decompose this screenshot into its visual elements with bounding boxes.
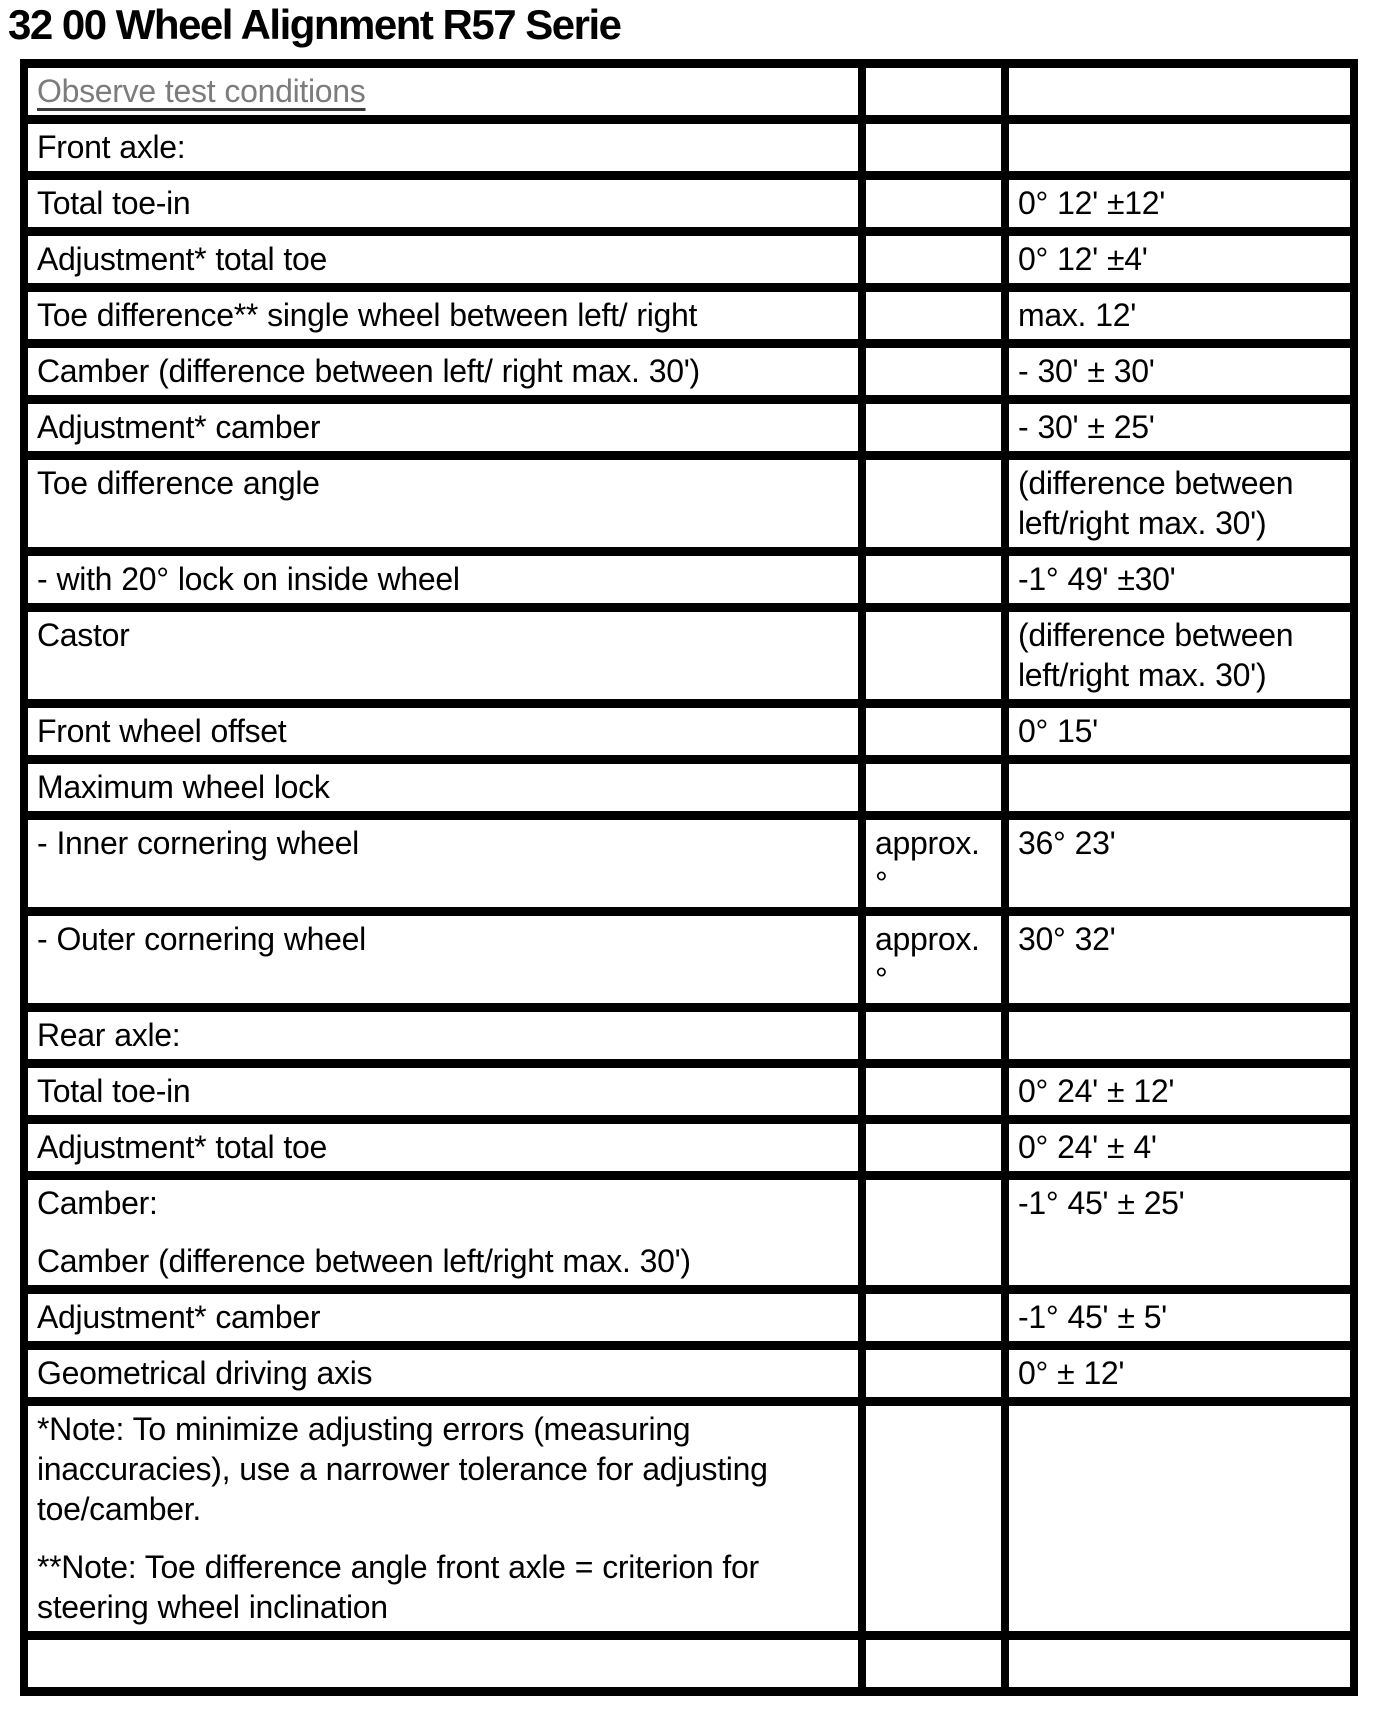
label-line: Adjustment* camber	[37, 1299, 321, 1335]
label-line: Front axle:	[37, 129, 186, 165]
value-line: - 30' ± 25'	[1018, 409, 1155, 445]
mid-line: °	[875, 865, 888, 901]
observe-test-conditions-link[interactable]: Observe test conditions	[37, 73, 366, 109]
row-mid-cell	[862, 400, 1005, 456]
table-row	[24, 760, 1354, 816]
table-row	[24, 456, 1354, 552]
value-line: -1° 45' ± 25'	[1018, 1185, 1185, 1221]
table-row	[24, 912, 1354, 1008]
row-value-cell	[1005, 760, 1354, 816]
table-row	[24, 816, 1354, 912]
row-value-cell	[1005, 1064, 1354, 1120]
row-value-cell	[1005, 456, 1354, 552]
label-line: Camber (difference between left/right max. 30')	[37, 1243, 691, 1279]
row-label-cell	[24, 1402, 862, 1636]
row-value-cell	[1005, 816, 1354, 912]
value-line: -1° 45' ± 5'	[1018, 1299, 1167, 1335]
label-line	[37, 71, 852, 111]
value-line: 36° 23'	[1018, 825, 1116, 861]
label-line: Toe difference** single wheel between left/ right	[37, 297, 698, 333]
page-title: 32 00 Wheel Alignment R57 Serie	[8, 1, 621, 48]
row-mid-cell	[862, 1008, 1005, 1064]
value-line: 0° 24' ± 4'	[1018, 1129, 1157, 1165]
table-row	[24, 704, 1354, 760]
label-line: Adjustment* camber	[37, 409, 321, 445]
table-row	[24, 344, 1354, 400]
row-label-cell	[24, 816, 862, 912]
row-label-cell	[24, 288, 862, 344]
table-row	[24, 400, 1354, 456]
row-value-cell	[1005, 1402, 1354, 1636]
row-label-cell	[24, 176, 862, 232]
row-label-cell	[24, 1636, 862, 1692]
row-value-cell	[1005, 608, 1354, 704]
row-mid-cell	[862, 344, 1005, 400]
value-line: 0° 24' ± 12'	[1018, 1073, 1175, 1109]
row-mid-cell	[862, 1402, 1005, 1636]
label-line: - Outer cornering wheel	[37, 921, 366, 957]
table-row	[24, 608, 1354, 704]
table-row	[24, 1290, 1354, 1346]
row-label-cell	[24, 1064, 862, 1120]
row-value-cell	[1005, 552, 1354, 608]
label-line: - with 20° lock on inside wheel	[37, 561, 460, 597]
table-row	[24, 176, 1354, 232]
row-mid-cell	[862, 1120, 1005, 1176]
row-mid-cell	[862, 176, 1005, 232]
table-row	[24, 120, 1354, 176]
mid-line: °	[875, 961, 888, 997]
table-row	[24, 1064, 1354, 1120]
label-line: Camber (difference between left/ right max. 30')	[37, 353, 700, 389]
label-line: Adjustment* total toe	[37, 1129, 327, 1165]
mid-line: approx.	[875, 825, 980, 861]
label-line: Rear axle:	[37, 1017, 181, 1053]
table-row	[24, 1008, 1354, 1064]
table-row	[24, 1402, 1354, 1636]
value-line: (difference between	[1018, 465, 1294, 501]
row-value-cell	[1005, 344, 1354, 400]
label-line: Maximum wheel lock	[37, 769, 330, 805]
value-line: left/right max. 30')	[1018, 505, 1267, 541]
row-mid-cell	[862, 1346, 1005, 1402]
table-row	[24, 232, 1354, 288]
table-row	[24, 1636, 1354, 1692]
row-value-cell	[1005, 1636, 1354, 1692]
row-value-cell	[1005, 1290, 1354, 1346]
row-mid-cell	[862, 120, 1005, 176]
row-mid-cell	[862, 456, 1005, 552]
row-mid-cell	[862, 912, 1005, 1008]
label-line: Total toe-in	[37, 185, 191, 221]
value-line: 0° 12' ±12'	[1018, 185, 1166, 221]
table-row	[24, 64, 1354, 120]
row-mid-cell	[862, 608, 1005, 704]
row-label-cell	[24, 1008, 862, 1064]
value-line: 30° 32'	[1018, 921, 1116, 957]
label-line: Total toe-in	[37, 1073, 191, 1109]
row-value-cell	[1005, 288, 1354, 344]
row-label-cell	[24, 456, 862, 552]
row-label-cell	[24, 704, 862, 760]
row-value-cell	[1005, 704, 1354, 760]
table-row	[24, 1346, 1354, 1402]
row-label-cell	[24, 1120, 862, 1176]
row-value-cell	[1005, 1176, 1354, 1290]
table-row	[24, 1176, 1354, 1290]
value-line: left/right max. 30')	[1018, 657, 1267, 693]
label-line: Castor	[37, 617, 130, 653]
row-label-cell	[24, 760, 862, 816]
value-line: (difference between	[1018, 617, 1294, 653]
row-value-cell	[1005, 232, 1354, 288]
row-mid-cell	[862, 1064, 1005, 1120]
value-line: max. 12'	[1018, 297, 1137, 333]
spec-table-body	[24, 64, 1354, 1692]
table-row	[24, 1120, 1354, 1176]
label-line: Front wheel offset	[37, 713, 287, 749]
row-label-cell	[24, 232, 862, 288]
value-line: -1° 49' ±30'	[1018, 561, 1176, 597]
row-label-cell	[24, 1346, 862, 1402]
row-value-cell	[1005, 64, 1354, 120]
row-mid-cell	[862, 232, 1005, 288]
row-mid-cell	[862, 1636, 1005, 1692]
row-value-cell	[1005, 1120, 1354, 1176]
label-line: Geometrical driving axis	[37, 1355, 373, 1391]
row-mid-cell	[862, 64, 1005, 120]
row-label-cell	[24, 64, 862, 120]
row-value-cell	[1005, 176, 1354, 232]
label-line: Adjustment* total toe	[37, 241, 327, 277]
row-label-cell	[24, 552, 862, 608]
table-row	[24, 552, 1354, 608]
blank-line	[37, 1223, 852, 1241]
row-label-cell	[24, 400, 862, 456]
label-line: *Note: To minimize adjusting errors (measuring inaccuracies), use a narrower tolerance for adjusting toe/camber.	[37, 1411, 768, 1527]
row-label-cell	[24, 1290, 862, 1346]
row-mid-cell	[862, 552, 1005, 608]
blank-line	[37, 1529, 852, 1547]
row-value-cell	[1005, 400, 1354, 456]
row-mid-cell	[862, 288, 1005, 344]
row-value-cell	[1005, 120, 1354, 176]
table-row	[24, 288, 1354, 344]
row-label-cell	[24, 608, 862, 704]
value-line: - 30' ± 30'	[1018, 353, 1155, 389]
label-line: Camber:	[37, 1185, 158, 1221]
row-mid-cell	[862, 816, 1005, 912]
row-mid-cell	[862, 1176, 1005, 1290]
value-line: 0° 12' ±4'	[1018, 241, 1148, 277]
label-line: **Note: Toe difference angle front axle = criterion for steering wheel inclination	[37, 1549, 759, 1625]
row-mid-cell	[862, 760, 1005, 816]
label-line: Toe difference angle	[37, 465, 320, 501]
row-label-cell	[24, 912, 862, 1008]
row-value-cell	[1005, 1008, 1354, 1064]
row-label-cell	[24, 1176, 862, 1290]
row-mid-cell	[862, 704, 1005, 760]
mid-line: approx.	[875, 921, 980, 957]
spec-table	[20, 59, 1358, 1696]
value-line: 0° 15'	[1018, 713, 1098, 749]
row-value-cell	[1005, 1346, 1354, 1402]
row-mid-cell	[862, 1290, 1005, 1346]
row-label-cell	[24, 344, 862, 400]
row-label-cell	[24, 120, 862, 176]
label-line: - Inner cornering wheel	[37, 825, 359, 861]
value-line: 0° ± 12'	[1018, 1355, 1125, 1391]
row-value-cell	[1005, 912, 1354, 1008]
